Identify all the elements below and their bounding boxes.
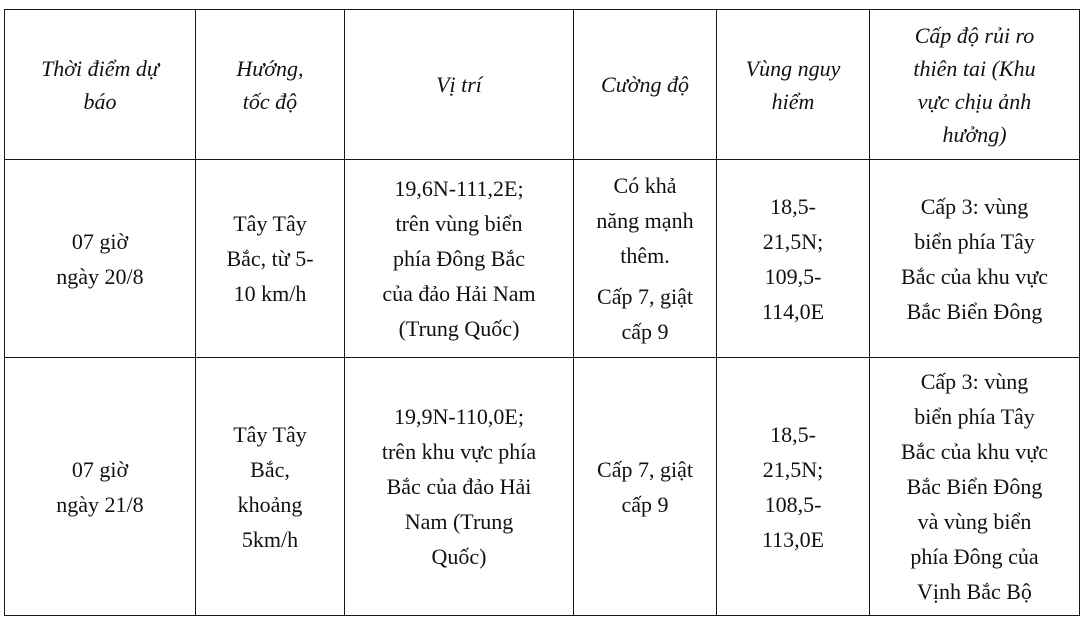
- header-intensity-label: Cường độ: [601, 72, 689, 97]
- position-value: 19,6N-111,2E; trên vùng biển phía Đông Bắc của đảo Hải Nam (Trung Quốc): [382, 176, 536, 341]
- cell-direction: [196, 358, 345, 616]
- header-risk-level-label: Cấp độ rủi ro thiên tai (Khu vực chịu ảnh hưởng): [913, 22, 1036, 147]
- cell-danger-zone: [717, 358, 870, 616]
- header-position-label: Vị trí: [436, 72, 482, 97]
- cell-position: [345, 358, 574, 616]
- header-direction-label: Hướng, tốc độ: [236, 55, 304, 114]
- header-cell-intensity: [574, 10, 717, 160]
- cell-risk-level: [870, 160, 1080, 358]
- cell-intensity: [574, 358, 717, 616]
- time-value: 07 giờ ngày 21/8: [56, 456, 144, 517]
- danger-zone-value: 18,5- 21,5N; 108,5- 113,0E: [761, 421, 825, 552]
- danger-zone-value: 18,5- 21,5N; 109,5- 114,0E: [761, 193, 825, 324]
- cell-risk-level: [870, 358, 1080, 616]
- header-cell-direction: [196, 10, 345, 160]
- cell-time: [5, 358, 196, 616]
- position-value: 19,9N-110,0E; trên khu vực phía Bắc của đảo Hải Nam (Trung Quốc): [381, 404, 537, 569]
- table-header-row: [5, 10, 1080, 160]
- cell-danger-zone: [717, 160, 870, 358]
- table-row: [5, 160, 1080, 358]
- cell-position: [345, 160, 574, 358]
- risk-level-value: Cấp 3: vùng biển phía Tây Bắc của khu vực Bắc Biển Đông: [901, 193, 1048, 324]
- intensity-note: Có khả năng mạnh thêm.: [596, 173, 694, 268]
- direction-value: Tây Tây Bắc, từ 5- 10 km/h: [226, 211, 314, 306]
- table-row: [5, 358, 1080, 616]
- direction-value: Tây Tây Bắc, khoảng 5km/h: [233, 421, 307, 552]
- intensity-value: Cấp 7, giật cấp 9: [597, 456, 693, 517]
- header-cell-danger-zone: [717, 10, 870, 160]
- forecast-table: [4, 9, 1080, 616]
- time-value: 07 giờ ngày 20/8: [56, 228, 144, 289]
- cell-time: [5, 160, 196, 358]
- header-danger-zone-label: Vùng nguy hiểm: [745, 55, 841, 114]
- risk-level-value: Cấp 3: vùng biển phía Tây Bắc của khu vực Bắc Biển Đông và vùng biển phía Đông của Vịnh Bắc Bộ: [901, 369, 1048, 604]
- cell-intensity: [574, 160, 717, 358]
- header-cell-risk-level: [870, 10, 1080, 160]
- header-cell-time: [5, 10, 196, 160]
- cell-direction: [196, 160, 345, 358]
- header-time-label: Thời điểm dự báo: [41, 55, 159, 114]
- intensity-value: Cấp 7, giật cấp 9: [597, 284, 693, 344]
- header-cell-position: [345, 10, 574, 160]
